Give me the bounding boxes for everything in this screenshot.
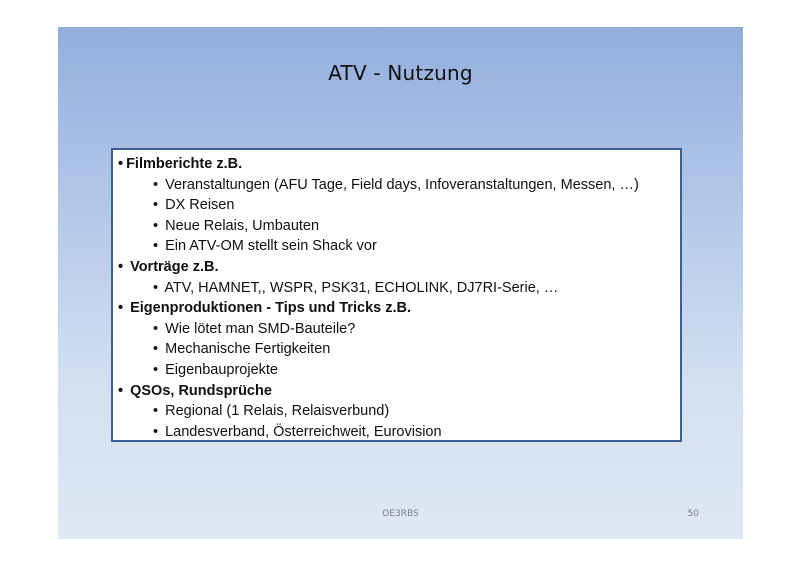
bullet: • [153,341,159,358]
list-item-text: Eigenproduktionen - Tips und Tricks z.B. [130,300,412,317]
list-item-text: ATV, HAMNET,, WSPR, PSK31, ECHOLINK, DJ7RI-Serie, … [164,279,559,296]
bullet: • [153,279,159,296]
list-item [118,422,680,443]
list-item [118,195,680,216]
bullet: • [153,197,159,214]
bullet: • [153,176,159,193]
list-item [118,381,680,402]
list-item-text: Eigenbauprojekte [165,361,278,378]
list-item-text: Ein ATV-OM stellt sein Shack vor [165,238,377,255]
list-item [118,278,680,299]
bullet: • [153,423,159,440]
list-item [118,319,680,340]
bullet: • [153,361,159,378]
bullet: • [118,382,124,399]
slide-title: ATV - Nutzung [328,61,473,85]
list-item [118,216,680,237]
list-item [118,339,680,360]
list-item [118,175,680,196]
bullet: • [118,156,124,172]
bullet: • [153,320,159,337]
bullet: • [153,238,159,255]
list-item-text: QSOs, Rundsprüche [130,382,272,399]
bullet: • [118,300,124,317]
list-item [118,298,680,319]
list-item [118,360,680,381]
slide [58,27,743,539]
list-item-text: Regional (1 Relais, Relaisverbund) [165,403,390,420]
list-item-text: Landesverband, Österreichweit, Eurovision [165,423,442,440]
list-item-text: Filmberichte z.B. [126,156,243,172]
list-item [118,257,680,278]
list-item-text: Vorträge z.B. [130,258,219,275]
content-box [111,148,682,442]
list-item-text: Neue Relais, Umbauten [165,217,320,234]
list-item [118,154,680,175]
list-item-text: DX Reisen [165,197,235,214]
list-item [118,236,680,257]
footer-author: OE3RBS [382,509,419,519]
list-item-text: Wie lötet man SMD-Bauteile? [165,320,356,337]
list-item-text: Mechanische Fertigkeiten [165,341,331,358]
bullet: • [153,403,159,420]
list-item [118,401,680,422]
page-number: 50 [687,509,699,519]
bullet: • [118,258,124,275]
bullet: • [153,217,159,234]
list-item-text: Veranstaltungen (AFU Tage, Field days, Infoveranstaltungen, Messen, …) [165,176,639,193]
